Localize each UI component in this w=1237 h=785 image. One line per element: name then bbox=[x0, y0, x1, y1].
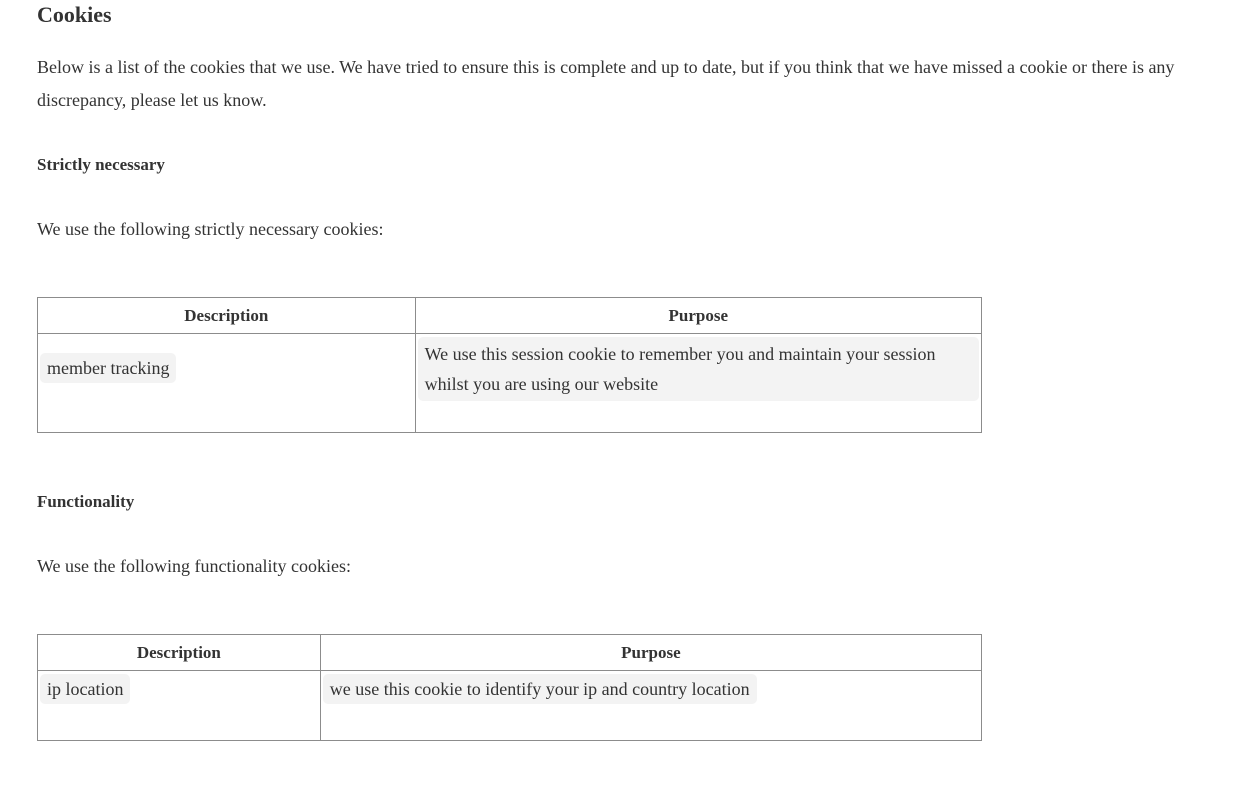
column-header-description: Description bbox=[38, 635, 321, 671]
table-row bbox=[38, 671, 982, 741]
strictly-necessary-table bbox=[37, 297, 982, 433]
cookie-purpose: we use this cookie to identify your ip and country location bbox=[323, 674, 757, 704]
section-heading-strictly-necessary: Strictly necessary bbox=[37, 155, 165, 174]
column-header-description: Description bbox=[38, 298, 416, 334]
column-header-purpose: Purpose bbox=[415, 298, 981, 334]
functionality-table bbox=[37, 634, 982, 741]
section-text-strictly-necessary: We use the following strictly necessary cookies: bbox=[37, 219, 384, 239]
section-text-functionality: We use the following functionality cookies: bbox=[37, 556, 351, 576]
intro-paragraph: Below is a list of the cookies that we use. We have tried to ensure this is complete and up to date, but if you think that we have missed a cookie or there is any discrepancy, please let us know. bbox=[37, 57, 1175, 110]
table-row bbox=[38, 334, 982, 433]
table-header-row bbox=[38, 298, 982, 334]
section-heading-functionality: Functionality bbox=[37, 492, 135, 511]
page-title: Cookies bbox=[37, 2, 112, 27]
purpose-cell bbox=[320, 671, 981, 741]
description-cell bbox=[38, 671, 321, 741]
cookie-description: ip location bbox=[40, 674, 130, 704]
column-header-purpose: Purpose bbox=[320, 635, 981, 671]
description-cell bbox=[38, 334, 416, 433]
cookie-purpose: We use this session cookie to remember you and maintain your session whilst you are using our website bbox=[418, 337, 979, 401]
cookie-description: member tracking bbox=[40, 353, 176, 383]
purpose-cell bbox=[415, 334, 981, 433]
table-header-row bbox=[38, 635, 982, 671]
